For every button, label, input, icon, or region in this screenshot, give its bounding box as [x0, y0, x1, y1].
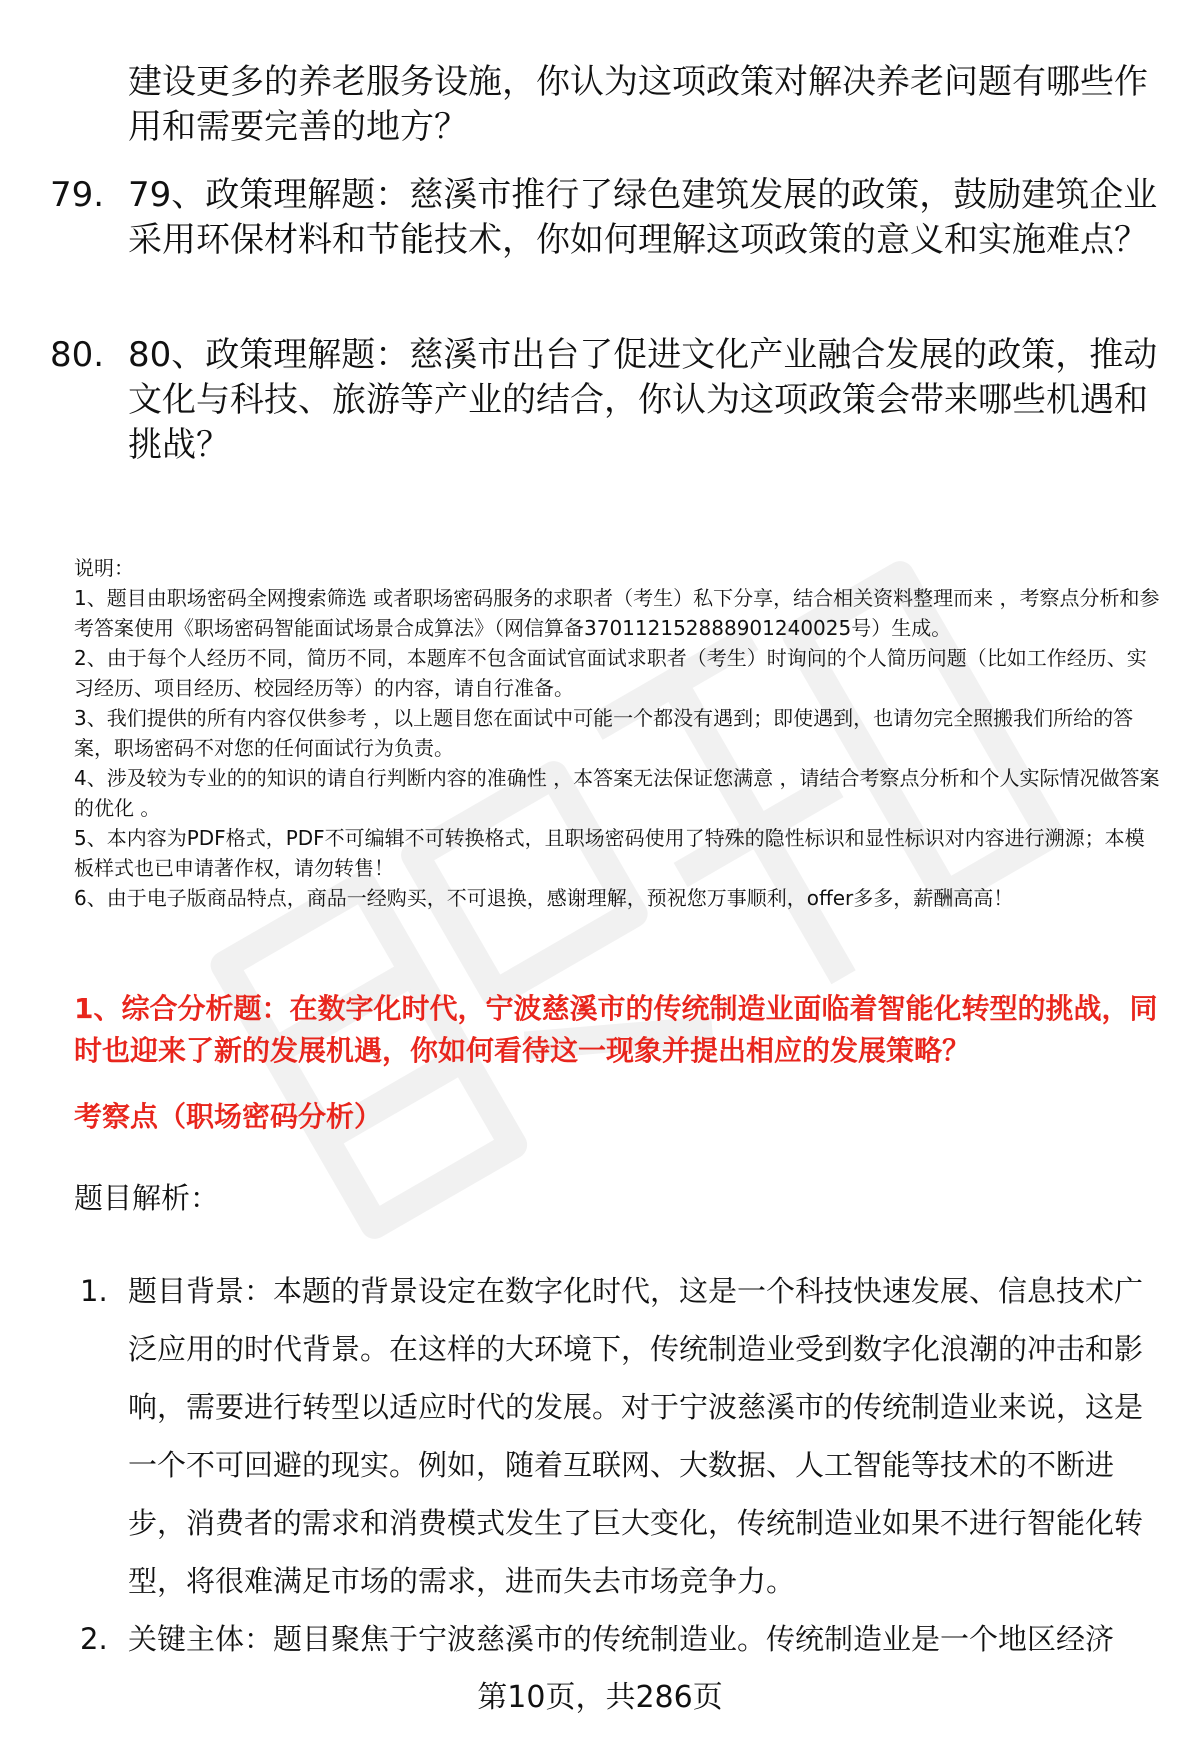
question-number: 80.	[50, 335, 105, 375]
question-number: 79.	[50, 175, 105, 215]
question-text: 80、政策理解题：慈溪市出台了促进文化产业融合发展的政策，推动文化与科技、旅游等产业的结合，你认为这项政策会带来哪些机遇和挑战？	[128, 335, 1158, 465]
note-item: 2、由于每个人经历不同，简历不同，本题库不包含面试官面试求职者（考生）时询问的个人简历问题（比如工作经历、实习经历、项目经历、校园经历等）的内容，请自行准备。	[74, 646, 1147, 700]
question-78-continuation: 建设更多的养老服务设施，你认为这项政策对解决养老问题有哪些作用和需要完善的地方？	[128, 62, 1148, 147]
question-text: 79、政策理解题：慈溪市推行了绿色建筑发展的政策，鼓励建筑企业采用环保材料和节能技术，你如何理解这项政策的意义和实施难点？	[128, 175, 1158, 260]
question-80	[50, 333, 1160, 468]
note-item: 1、题目由职场密码全网搜索筛选 或者职场密码服务的求职者（考生）私下分享，结合相关资料整理而来 ，考察点分析和参考答案使用《职场密码智能面试场景合成算法》（网信算备370112152888901240025号）生成。	[74, 586, 1160, 640]
list-item-text: 关键主体：题目聚焦于宁波慈溪市的传统制造业。传统制造业是一个地区经济	[128, 1622, 1115, 1656]
note-item: 3、我们提供的所有内容仅供参考 ，以上题目您在面试中可能一个都没有遇到；即使遇到，也请勿完全照搬我们所给的答案，职场密码不对您的任何面试行为负责。	[74, 706, 1134, 760]
analysis-label: 题目解析：	[74, 1181, 220, 1215]
list-item-text: 题目背景：本题的背景设定在数字化时代，这是一个科技快速发展、信息技术广泛应用的时代背景。在这样的大环境下，传统制造业受到数字化浪潮的冲击和影响，需要进行转型以适应时代的发展。对于宁波慈溪市的传统制造业来说，这是一个不可回避的现实。例如，随着互联网、大数据、人工智能等技术的不断进步，消费者的需求和消费模式发生了巨大变化，传统制造业如果不进行智能化转型，将很难满足市场的需求，进而失去市场竞争力。	[128, 1274, 1144, 1598]
note-item: 5、本内容为PDF格式，PDF不可编辑不可转换格式，且职场密码使用了特殊的隐性标识和显性标识对内容进行溯源；本模板样式也已申请著作权，请勿转售！	[74, 826, 1145, 880]
list-item-number: 1.	[80, 1274, 108, 1308]
list-item-number: 2.	[80, 1622, 108, 1656]
list-item	[80, 1610, 1160, 1668]
page-footer: 第10页，共286页	[477, 1680, 723, 1715]
note-item: 4、涉及较为专业的的知识的请自行判断内容的准确性 ，本答案无法保证您满意 ，请结合考察点分析和个人实际情况做答案的优化 。	[74, 766, 1160, 820]
section-subtitle: 考察点（职场密码分析）	[74, 1100, 383, 1133]
note-item: 6、由于电子版商品特点，商品一经购买，不可退换，感谢理解，预祝您万事顺利，offer多多，薪酬高高！	[74, 886, 1014, 910]
disclaimer-notes	[74, 553, 1160, 913]
section-question-title: 1、综合分析题：在数字化时代，宁波慈溪市的传统制造业面临着智能化转型的挑战，同时也迎来了新的发展机遇，你如何看待这一现象并提出相应的发展策略？	[74, 992, 1158, 1067]
question-79	[50, 173, 1160, 263]
notes-heading: 说明：	[74, 556, 134, 580]
analysis-list	[80, 1262, 1160, 1668]
list-item	[80, 1262, 1160, 1610]
